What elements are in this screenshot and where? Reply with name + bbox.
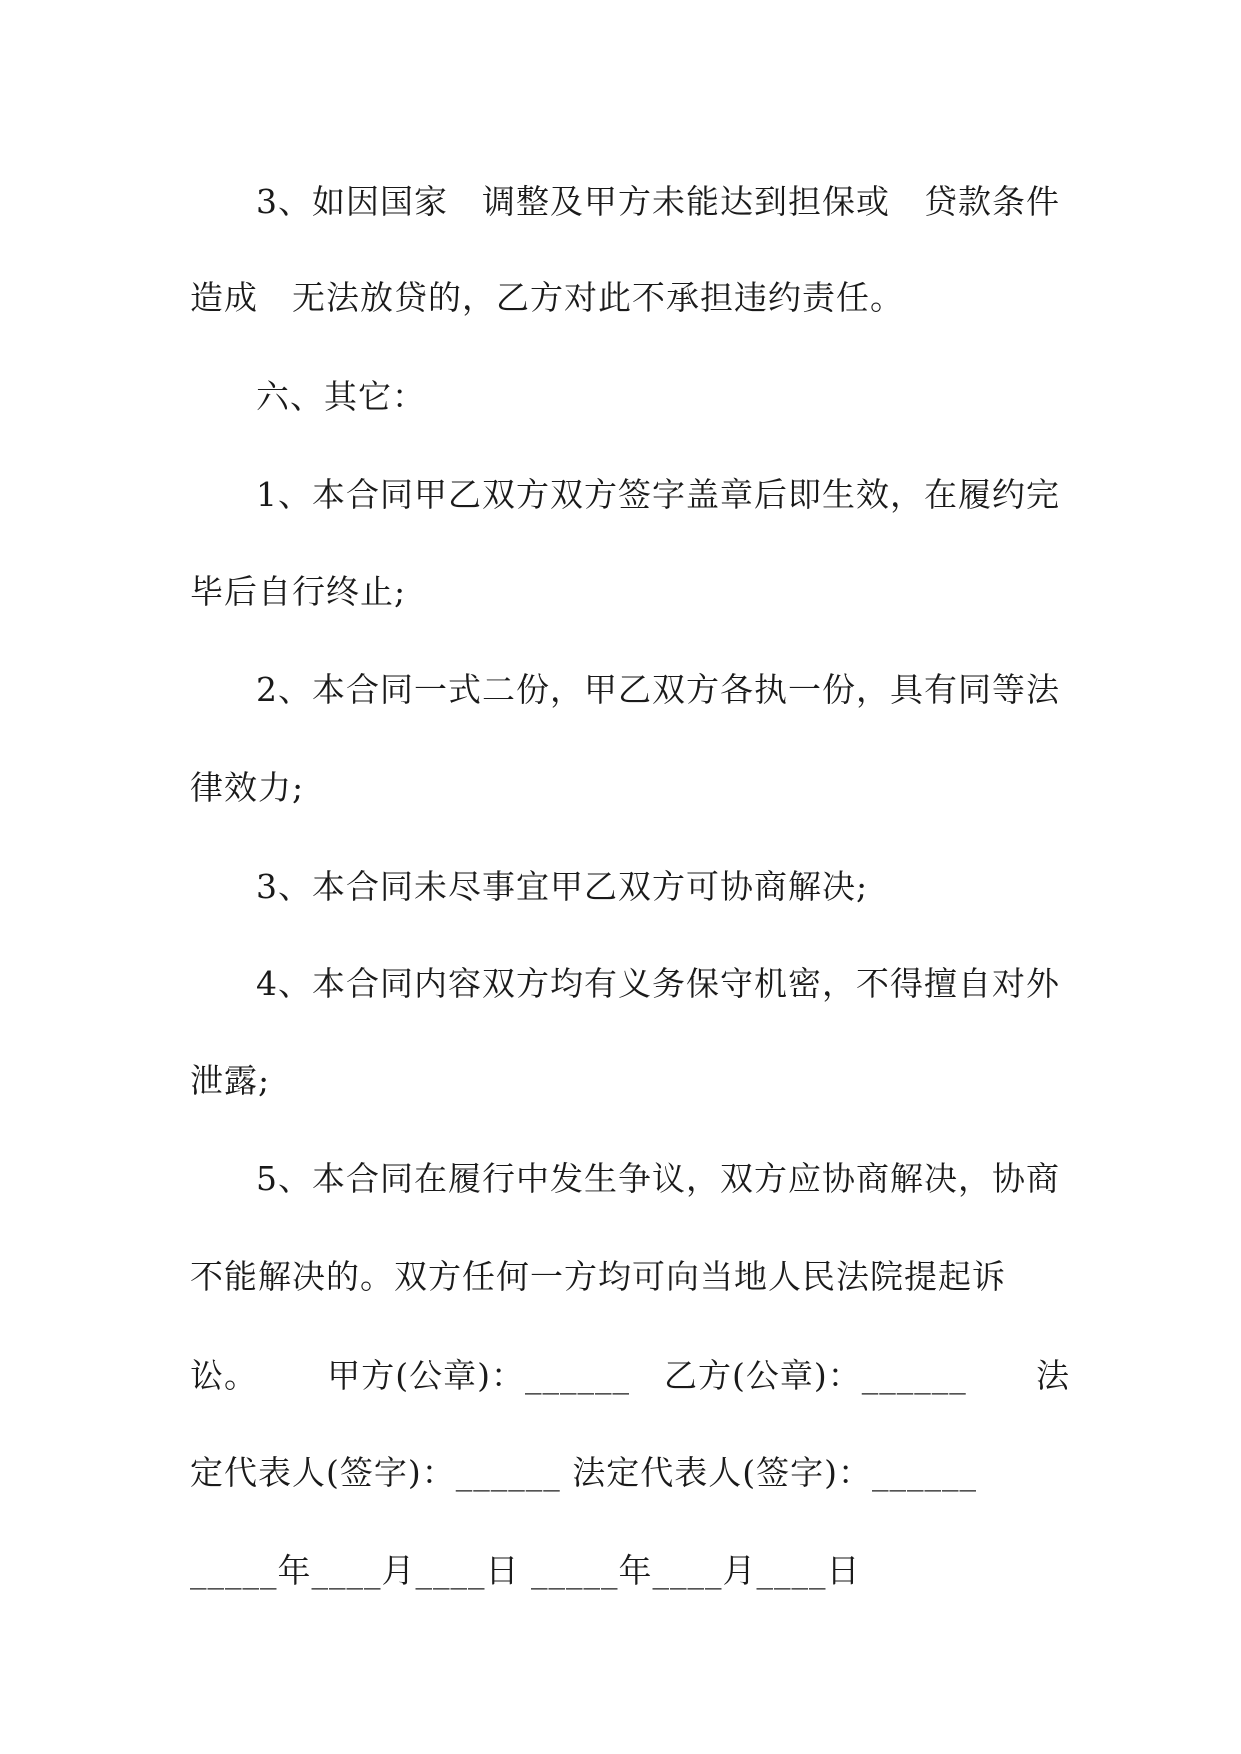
item-4-line-1: 4、本合同内容双方均有义务保守机密，不得擅自对外	[256, 964, 1060, 1003]
clause-3-line-2: 造成 无法放贷的，乙方对此不承担违约责任。	[190, 278, 904, 317]
item-1-line-2: 毕后自行终止;	[190, 572, 407, 611]
item-1-line-1: 1、本合同甲乙双方双方签字盖章后即生效，在履约完	[256, 475, 1060, 514]
section-heading-other: 六、其它：	[256, 377, 426, 416]
item-5-line-2: 不能解决的。双方任何一方均可向当地人民法院提起诉	[190, 1257, 1006, 1296]
clause-3-line-1: 3、如因国家 调整及甲方未能达到担保或 贷款条件	[256, 182, 1060, 221]
item-3-line-1: 3、本合同未尽事宜甲乙双方可协商解决;	[256, 867, 869, 906]
item-2-line-1: 2、本合同一式二份，甲乙双方各执一份，具有同等法	[256, 670, 1060, 709]
item-5-line-end: 讼。	[190, 1356, 258, 1395]
signature-line-1-end: 法	[1036, 1356, 1070, 1395]
item-5-line-1: 5、本合同在履行中发生争议，双方应协商解决，协商	[256, 1159, 1060, 1198]
item-2-line-2: 律效力;	[190, 768, 305, 807]
date-line: _____年____月____日 _____年____月____日	[190, 1551, 861, 1590]
representative-signature-line: 定代表人(签字)：______ 法定代表人(签字)：______	[190, 1453, 977, 1492]
party-seal-fields: 甲方(公章)：______ 乙方(公章)：______	[327, 1356, 967, 1395]
signature-line-1	[190, 1354, 1070, 1398]
item-4-line-2: 泄露;	[190, 1061, 271, 1100]
